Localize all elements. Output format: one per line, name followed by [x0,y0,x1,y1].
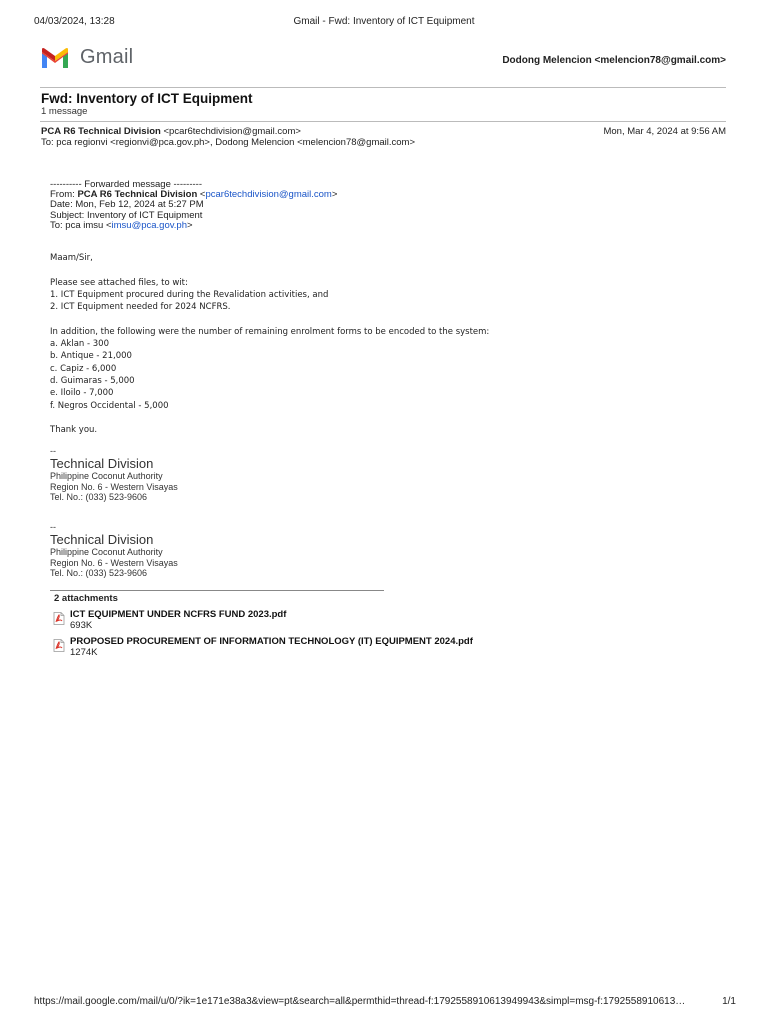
forwarded-header [50,180,337,231]
attachment-size: 693K [70,619,93,631]
print-url: https://mail.google.com/mail/u/0/?ik=1e171e38a3&view=pt&search=all&permthid=thread-f:1792558910613949943&simpl=msg-f:1792558910613… [34,996,686,1007]
message-recipients: To: pca regionvi <regionvi@pca.gov.ph>, Dodong Melencion <melencion78@gmail.com> [41,137,415,148]
attachment-name[interactable]: ICT EQUIPMENT UNDER NCFRS FUND 2023.pdf [70,609,287,620]
signature-tel: Tel. No.: (033) 523-9606 [50,492,148,503]
signature-title: Technical Division [50,532,154,548]
header-divider [40,87,726,88]
attachment-name[interactable]: PROPOSED PROCUREMENT OF INFORMATION TECHNOLOGY (IT) EQUIPMENT 2024.pdf [70,636,473,647]
pdf-file-icon [53,639,65,652]
signature-region: Region No. 6 - Western Visayas [50,481,178,492]
forward-from-name: PCA R6 Technical Division [77,189,198,201]
list-item: c. Capiz - 6,000 [50,363,117,374]
print-footer [0,996,768,1010]
attachments-divider [50,590,384,591]
body-item-1: 1. ICT Equipment procured during the Revalidation activities, and [50,289,329,300]
account-identity: Dodong Melencion <melencion78@gmail.com> [502,55,726,66]
gmail-m-icon [40,46,70,69]
forward-from-email-link[interactable]: pcar6techdivision@gmail.com [205,189,332,201]
attachment-item[interactable] [53,610,286,631]
attachment-size: 1274K [70,646,98,658]
print-datetime: 04/03/2024, 13:28 [34,16,115,27]
signature [50,446,178,503]
message-date: Mon, Mar 4, 2024 at 9:56 AM [603,126,726,137]
list-item: e. Iloilo - 7,000 [50,388,114,399]
print-title: Gmail - Fwd: Inventory of ICT Equipment [293,16,475,27]
attachment-item[interactable] [53,637,473,658]
signature-separator: -- [50,446,56,456]
message-sender [41,126,301,137]
list-item: f. Negros Occidental - 5,000 [50,400,169,411]
body-closing: Thank you. [50,425,98,436]
attachments-count: 2 attachments [54,593,118,604]
list-item: b. Antique - 21,000 [50,351,132,362]
list-item: a. Aklan - 300 [50,339,110,350]
signature-title: Technical Division [50,456,154,472]
signature-separator: -- [50,522,56,532]
forward-to: To: pca imsu <imsu@pca.gov.ph> [50,219,193,231]
gmail-logo-text: Gmail [80,46,134,68]
body-item-2: 2. ICT Equipment needed for 2024 NCFRS. [50,302,231,313]
signature-org: Philippine Coconut Authority [50,471,163,482]
sender-email: <pcar6techdivision@gmail.com> [163,126,301,137]
body-addition: In addition, the following were the number of remaining enrolment forms to be encoded to the system: [50,326,490,337]
message-count: 1 message [41,106,88,117]
gmail-logo[interactable] [40,46,133,69]
forward-divider: ---------- Forwarded message --------- [50,179,202,190]
print-page-number: 1/1 [722,996,736,1007]
signature [50,522,178,579]
print-header [0,16,768,30]
signature-org: Philippine Coconut Authority [50,547,163,558]
subject-divider [40,121,726,122]
sender-name: PCA R6 Technical Division [41,126,161,137]
forward-from: From: PCA R6 Technical Division <pcar6techdivision@gmail.com> [50,189,338,201]
thread-subject: Fwd: Inventory of ICT Equipment [41,91,253,106]
body-intro: Please see attached files, to wit: [50,277,188,288]
signature-tel: Tel. No.: (033) 523-9606 [50,568,148,579]
pdf-file-icon [53,612,65,625]
forward-subject: Subject: Inventory of ICT Equipment [50,209,203,221]
signature-region: Region No. 6 - Western Visayas [50,557,178,568]
forward-to-email-link[interactable]: imsu@pca.gov.ph [111,219,187,231]
message-body [50,252,489,436]
body-greeting: Maam/Sir, [50,253,93,263]
list-item: d. Guimaras - 5,000 [50,375,135,386]
forward-date: Date: Mon, Feb 12, 2024 at 5:27 PM [50,199,204,211]
